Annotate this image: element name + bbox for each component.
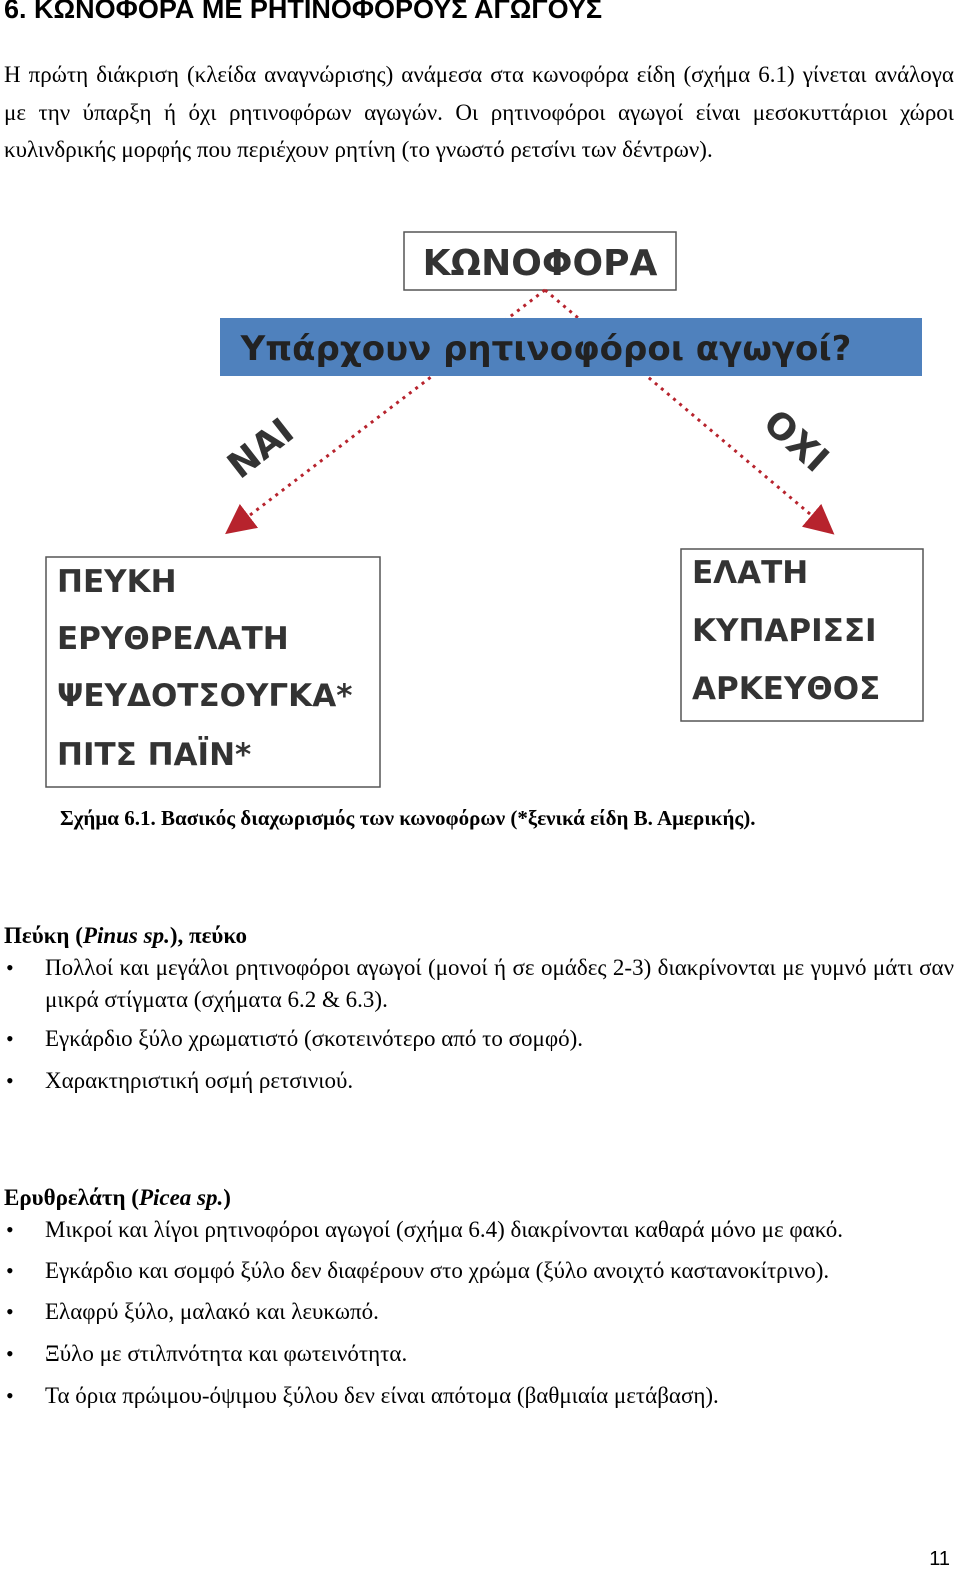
species-juniper: ΑΡΚΕΥΘΟΣ <box>692 671 881 707</box>
spruce-features-list <box>0 1214 954 1412</box>
list-item: • Πολλοί και μεγάλοι ρητινοφόροι αγωγοί (μονοί ή σε ομάδες 2-3) διακρίνονται με γυμνό μάτι σαν μικρά στίγματα (σχήματα 6.2 & 6.3). <box>0 952 954 1016</box>
question-text: Υπάρχουν ρητινοφόροι αγωγοί? <box>240 329 852 369</box>
list-item: • Εγκάρδιο και σομφό ξύλο δεν διαφέρουν στο χρώμα (ξύλο ανοιχτό καστανοκίτρινο). <box>0 1255 954 1287</box>
pine-title-post: ), πεύκο <box>169 923 247 948</box>
list-item: • Ξύλο με στιλπνότητα και φωτεινότητα. <box>0 1338 954 1370</box>
spruce-title-pre: Ερυθρελάτη ( <box>4 1185 139 1210</box>
pine-latin-name: Pinus sp. <box>82 923 170 948</box>
intro-paragraph: Η πρώτη διάκριση (κλείδα αναγνώρισης) ανάμεσα στα κωνοφόρα είδη (σχήμα 6.1) γίνεται ανάλογα με την ύπαρξη ή όχι ρητινοφόρων αγωγών. Οι ρητινοφόροι αγωγοί είναι μεσοκυττάριοι χώροι κυλινδρικής μορφής που περιέχουν ρητίνη (το γνωστό ρετσίνι των δέντρων). <box>4 62 954 162</box>
section-heading-spruce <box>4 1183 231 1213</box>
list-item: • Εγκάρδιο ξύλο χρωματιστό (σκοτεινότερο από το σομφό). <box>0 1023 954 1055</box>
species-spruce: ΕΡΥΘΡΕΛΑΤΗ <box>57 621 289 657</box>
list-item: • Τα όρια πρώιμου-όψιμου ξύλου δεν είναι απότομα (βαθμιαία μετάβαση). <box>0 1380 954 1412</box>
species-douglas-fir: ΨΕΥΔΟΤΣΟΥΓΚΑ* <box>57 678 353 714</box>
list-item: • Χαρακτηριστική οσμή ρετσινιού. <box>0 1065 954 1097</box>
no-label: ΟΧΙ <box>755 402 837 481</box>
chapter-heading: 6. ΚΩΝΟΦΟΡΑ ΜΕ ΡΗΤΙΝΟΦΟΡΟΥΣ ΑΓΩΓΟΥΣ <box>4 0 603 24</box>
conifers-label: ΚΩΝΟΦΟΡΑ <box>422 243 658 284</box>
pine-features-list <box>0 952 954 1097</box>
list-item: • Ελαφρύ ξύλο, μαλακό και λευκωπό. <box>0 1296 954 1328</box>
figure-caption: Σχήμα 6.1. Βασικός διαχωρισμός των κωνοφόρων (*ξενικά είδη Β. Αμερικής). <box>60 806 756 830</box>
spruce-title-post: ) <box>223 1185 231 1210</box>
species-cypress: ΚΥΠΑΡΙΣΣΙ <box>692 613 877 649</box>
pine-title-pre: Πεύκη ( <box>4 923 83 948</box>
species-fir: ΕΛΑΤΗ <box>692 555 809 591</box>
section-heading-pine <box>4 921 247 951</box>
species-pine: ΠΕΥΚΗ <box>57 564 177 600</box>
species-pitch-pine: ΠΙΤΣ ΠΑΪΝ* <box>57 737 252 773</box>
list-item: • Μικροί και λίγοι ρητινοφόροι αγωγοί (σχήμα 6.4) διακρίνονται καθαρά μόνο με φακό. <box>0 1214 954 1246</box>
spruce-latin-name: Picea sp. <box>138 1185 224 1210</box>
page-number: 11 <box>929 1548 950 1570</box>
yes-label: ΝΑΙ <box>220 410 302 488</box>
conifer-key-diagram <box>0 220 960 800</box>
